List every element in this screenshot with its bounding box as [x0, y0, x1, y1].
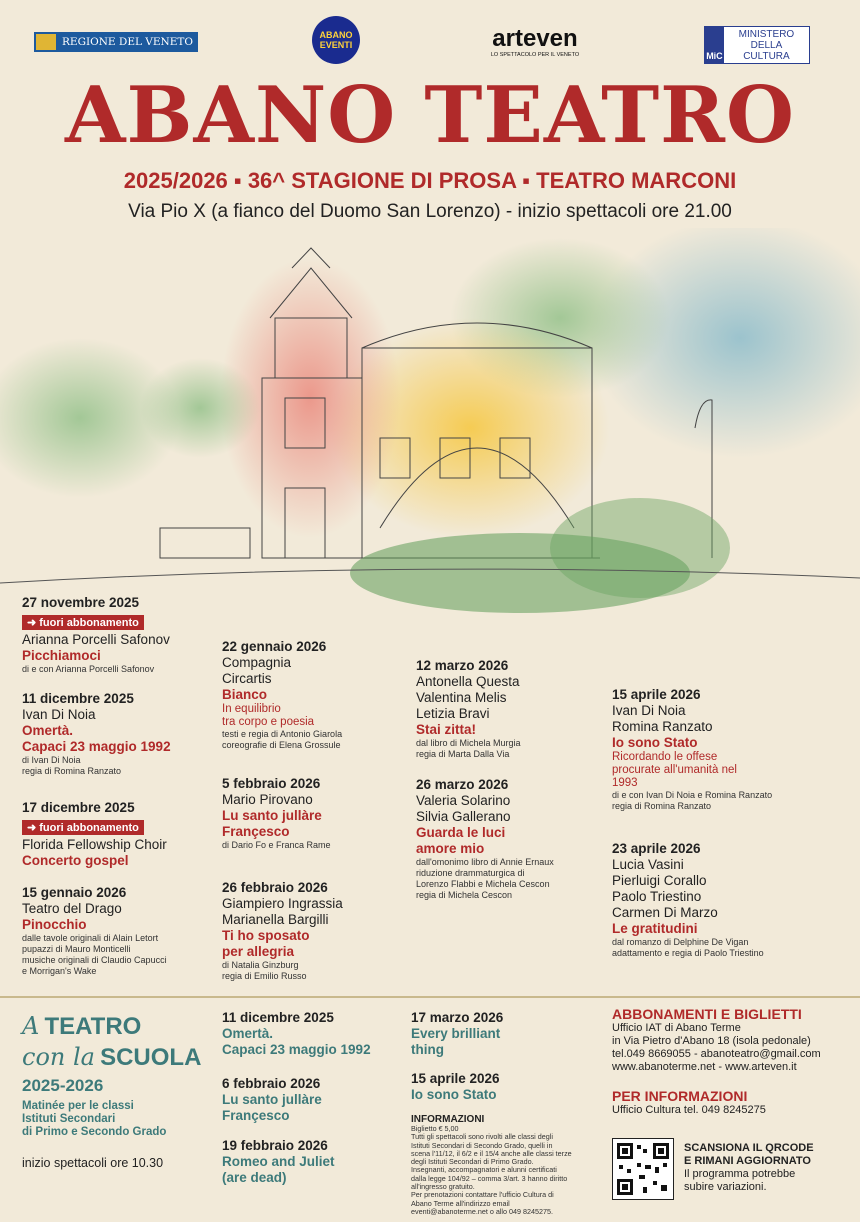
show-title: Omertà. [22, 723, 74, 738]
show-credit: di Ivan Di Noia [22, 755, 81, 765]
regione-text: REGIONE DEL VENETO [62, 36, 194, 48]
show-credit: riduzione drammaturgica di [416, 868, 525, 878]
school-heading-a: A [22, 1012, 40, 1040]
school-heading-conla: con la [22, 1043, 95, 1071]
school-info-line: Per prenotazioni contattare l'ufficio Cultura di [411, 1190, 554, 1200]
show-card [222, 879, 407, 982]
school-heading-scuola: SCUOLA [100, 1044, 202, 1071]
show-credit: regia di Romina Ranzato [612, 801, 712, 811]
show-performer: Teatro del Drago [22, 901, 122, 916]
show-credit: testi e regia di Antonio Giarola [222, 729, 343, 739]
page-title: ABANO TEATRO [65, 70, 795, 161]
show-title: Picchiamoci [22, 648, 101, 663]
show-credit: regia di Romina Ranzato [22, 766, 122, 776]
show-performer: Paolo Triestino [612, 889, 702, 904]
school-info-line: Insegnanti, accompagnatori e alunni certificati [411, 1165, 557, 1175]
school-show-title: Françesco [222, 1108, 290, 1123]
show-credit: di Natalia Ginzburg [222, 960, 299, 970]
show-date: 5 febbraio 2026 [222, 776, 321, 791]
school-desc-line: Matinée per le classi [22, 1100, 134, 1112]
arteven-text: arteven [492, 25, 578, 52]
fuori-abbonamento-badge: ➜ fuori abbonamento [22, 615, 144, 630]
school-show [222, 1138, 407, 1186]
school-show-date: 11 dicembre 2025 [222, 1010, 334, 1025]
school-description [22, 1100, 222, 1139]
show-performer: Arianna Porcelli Safonov [22, 632, 170, 647]
lion-icon [36, 34, 56, 50]
qr-caption-line: E RIMANI AGGIORNATO [684, 1155, 811, 1167]
abbonamenti-line: Ufficio IAT di Abano Terme [612, 1022, 741, 1034]
show-title: per allegria [222, 944, 295, 959]
arteven-tagline: LO SPETTACOLO PER IL VENETO [490, 52, 580, 58]
school-show-title: Capaci 23 maggio 1992 [222, 1042, 371, 1057]
abano-eventi-logo [312, 16, 360, 64]
season-subtitle: 2025/2026 ▪ 36^ STAGIONE DI PROSA ▪ TEATRO MARCONI [123, 168, 737, 193]
show-subtitle: Ricordando le offese [612, 751, 718, 763]
show-title: Ti ho sposato [222, 928, 310, 943]
show-date: 12 marzo 2026 [416, 658, 509, 673]
show-credit: di e con Arianna Porcelli Safonov [22, 664, 155, 674]
show-card [22, 690, 212, 777]
abbonamenti-line: in Via Pietro d'Abano 18 (isola pedonale) [612, 1035, 811, 1047]
school-show-date: 6 febbraio 2026 [222, 1076, 321, 1091]
show-performer: Silvia Gallerano [416, 809, 511, 824]
show-title: Pinocchio [22, 917, 87, 932]
show-credit: dal libro di Michela Murgia [416, 738, 521, 748]
show-performer: Antonella Questa [416, 674, 520, 689]
show-title: Capaci 23 maggio 1992 [22, 739, 171, 754]
school-heading-teatro: TEATRO [44, 1013, 142, 1040]
show-date: 15 gennaio 2026 [22, 885, 127, 900]
qr-caption-line: subire variazioni. [684, 1181, 767, 1193]
show-performer: Mario Pirovano [222, 792, 313, 807]
show-performer: Marianella Bargilli [222, 912, 329, 927]
show-credit: regia di Marta Dalla Via [416, 749, 510, 759]
informazioni-line: Ufficio Cultura tel. 049 8245275 [612, 1104, 766, 1116]
school-show-title: (are dead) [222, 1170, 287, 1185]
informazioni-title: PER INFORMAZIONI [612, 1088, 748, 1104]
abbonamenti-line: tel.049 8669055 - abanoteatro@gmail.com [612, 1048, 821, 1060]
show-date: 17 dicembre 2025 [22, 800, 135, 815]
school-show-date: 17 marzo 2026 [411, 1010, 504, 1025]
ministero-logo [704, 26, 810, 64]
show-credit: musiche originali di Claudio Capucci [22, 955, 167, 965]
show-date: 15 aprile 2026 [612, 687, 701, 702]
abbonamenti-line: www.abanoterme.net - www.arteven.it [612, 1061, 797, 1073]
arteven-logo [480, 26, 590, 66]
show-credit: regia di Emilio Russo [222, 971, 307, 981]
school-show-title: Every brilliant [411, 1026, 501, 1041]
school-info-line: Istituti Secondari di Secondo Grado, quelli in [411, 1140, 553, 1150]
show-date: 27 novembre 2025 [22, 595, 140, 610]
school-show-title: Io sono Stato [411, 1087, 497, 1102]
theater-illustration [0, 228, 860, 618]
show-card [612, 686, 822, 812]
abbonamenti-title: ABBONAMENTI E BIGLIETTI [612, 1006, 802, 1022]
abano-eventi-text: ABANO EVENTI [319, 30, 353, 50]
show-title: Guarda le luci [416, 825, 506, 840]
show-credit: e Morrigan's Wake [22, 966, 97, 976]
show-performer: Carmen Di Marzo [612, 905, 718, 920]
show-performer: Ivan Di Noia [612, 703, 686, 718]
show-performer: Valeria Solarino [416, 793, 511, 808]
school-desc-line: Istituti Secondari [22, 1113, 116, 1125]
school-years: 2025-2026 [22, 1076, 104, 1095]
school-desc-line: di Primo e Secondo Grado [22, 1126, 167, 1138]
show-title: Stai zitta! [416, 722, 477, 737]
school-info-line: dalla legge 104/92 – comma 3/art. 3 hanno diritto [411, 1173, 568, 1183]
venue-address: Via Pio X (a fianco del Duomo San Lorenzo) - inizio spettacoli ore 21.00 [128, 201, 732, 222]
ministero-text: MINISTERO DELLA CULTURA [738, 29, 795, 62]
show-performer: Pierluigi Corallo [612, 873, 707, 888]
show-performer: Romina Ranzato [612, 719, 713, 734]
regione-veneto-logo [34, 32, 198, 52]
show-subtitle: tra corpo e poesia [222, 716, 315, 728]
school-show-title: thing [411, 1042, 444, 1057]
school-info-line: scena l'11/12, il 6/2 e il 15/4 anche alle classi terze [411, 1148, 572, 1158]
show-date: 22 gennaio 2026 [222, 639, 327, 654]
school-info-line: eventi@abanoterme.net o allo 049 8245275. [411, 1206, 553, 1216]
qr-code[interactable] [612, 1138, 674, 1200]
show-title: Le gratitudini [612, 921, 698, 936]
mic-badge [705, 27, 724, 63]
show-card [22, 799, 212, 869]
show-credit: di Dario Fo e Franca Rame [222, 840, 331, 850]
show-performer: Ivan Di Noia [22, 707, 96, 722]
qr-code-icon [613, 1139, 673, 1199]
show-date: 11 dicembre 2025 [22, 691, 134, 706]
show-credit: dalle tavole originali di Alain Letort [22, 933, 159, 943]
show-date: 26 febbraio 2026 [222, 880, 328, 895]
show-card [612, 840, 822, 959]
school-info-line: degli Istituti Secondari di Primo Grado. [411, 1157, 534, 1167]
school-info-line: all'ingresso gratuito. [411, 1182, 475, 1192]
school-info-line: Tutti gli spettacoli sono rivolti alle classi degli [411, 1132, 553, 1142]
show-card [22, 594, 212, 675]
show-performer: Giampiero Ingrassia [222, 896, 343, 911]
show-credit: dall'omonimo libro di Annie Ernaux [416, 857, 554, 867]
mic-text: MiC [706, 51, 723, 61]
show-credit: di e con Ivan Di Noia e Romina Ranzato [612, 790, 773, 800]
show-performer: Valentina Melis [416, 690, 507, 705]
school-show-title: Romeo and Juliet [222, 1154, 335, 1169]
show-card [22, 884, 222, 977]
show-card [222, 775, 407, 851]
show-credit: Lorenzo Flabbi e Michela Cescon [416, 879, 550, 889]
school-info [411, 1114, 601, 1216]
school-info-title: INFORMAZIONI [411, 1114, 485, 1125]
show-title: amore mio [416, 841, 485, 856]
school-show-date: 15 aprile 2026 [411, 1071, 500, 1086]
informazioni-section [612, 1088, 852, 1117]
show-credit: adattamento e regia di Paolo Triestino [612, 948, 764, 958]
show-subtitle: 1993 [612, 777, 638, 789]
show-credit: pupazzi di Mauro Monticelli [22, 944, 131, 954]
school-show [411, 1071, 596, 1103]
show-card [416, 657, 601, 760]
school-show-title: Omertà. [222, 1026, 274, 1041]
school-show-title: Lu santo jullàre [222, 1092, 322, 1107]
show-subtitle: procurate all'umanità nel [612, 764, 737, 776]
qr-caption-line: Il programma potrebbe [684, 1168, 796, 1180]
show-subtitle: In equilibrio [222, 703, 281, 715]
school-show-date: 19 febbraio 2026 [222, 1138, 328, 1153]
school-info-line: Biglietto € 5,00 [411, 1124, 459, 1133]
show-card [222, 638, 407, 751]
school-show [222, 1076, 407, 1124]
school-show [411, 1010, 596, 1058]
qr-caption-line: SCANSIONA IL QRCODE [684, 1142, 814, 1154]
qr-caption [684, 1142, 854, 1194]
abbonamenti-section [612, 1006, 852, 1074]
school-info-line: Abano Terme all'indirizzo email [411, 1198, 510, 1208]
show-card [416, 776, 606, 901]
school-start-time: inizio spettacoli ore 10.30 [22, 1156, 164, 1170]
show-performer: Lucia Vasini [612, 857, 684, 872]
show-performer: Letizia Bravi [416, 706, 490, 721]
show-title: Concerto gospel [22, 853, 129, 868]
show-performer: Circartis [222, 671, 272, 686]
show-date: 26 marzo 2026 [416, 777, 509, 792]
school-heading [22, 1012, 222, 1096]
section-divider [0, 996, 860, 998]
show-title: Lu santo jullàre [222, 808, 322, 823]
show-title: Françesco [222, 824, 290, 839]
show-title: Io sono Stato [612, 735, 698, 750]
show-date: 23 aprile 2026 [612, 841, 701, 856]
show-performer: Florida Fellowship Choir [22, 837, 167, 852]
show-credit: regia di Michela Cescon [416, 890, 513, 900]
show-credit: coreografie di Elena Grossule [222, 740, 341, 750]
show-performer: Compagnia [222, 655, 292, 670]
show-title: Bianco [222, 687, 268, 702]
fuori-abbonamento-badge: ➜ fuori abbonamento [22, 820, 144, 835]
school-show [222, 1010, 407, 1058]
show-credit: dal romanzo di Delphine De Vigan [612, 937, 749, 947]
